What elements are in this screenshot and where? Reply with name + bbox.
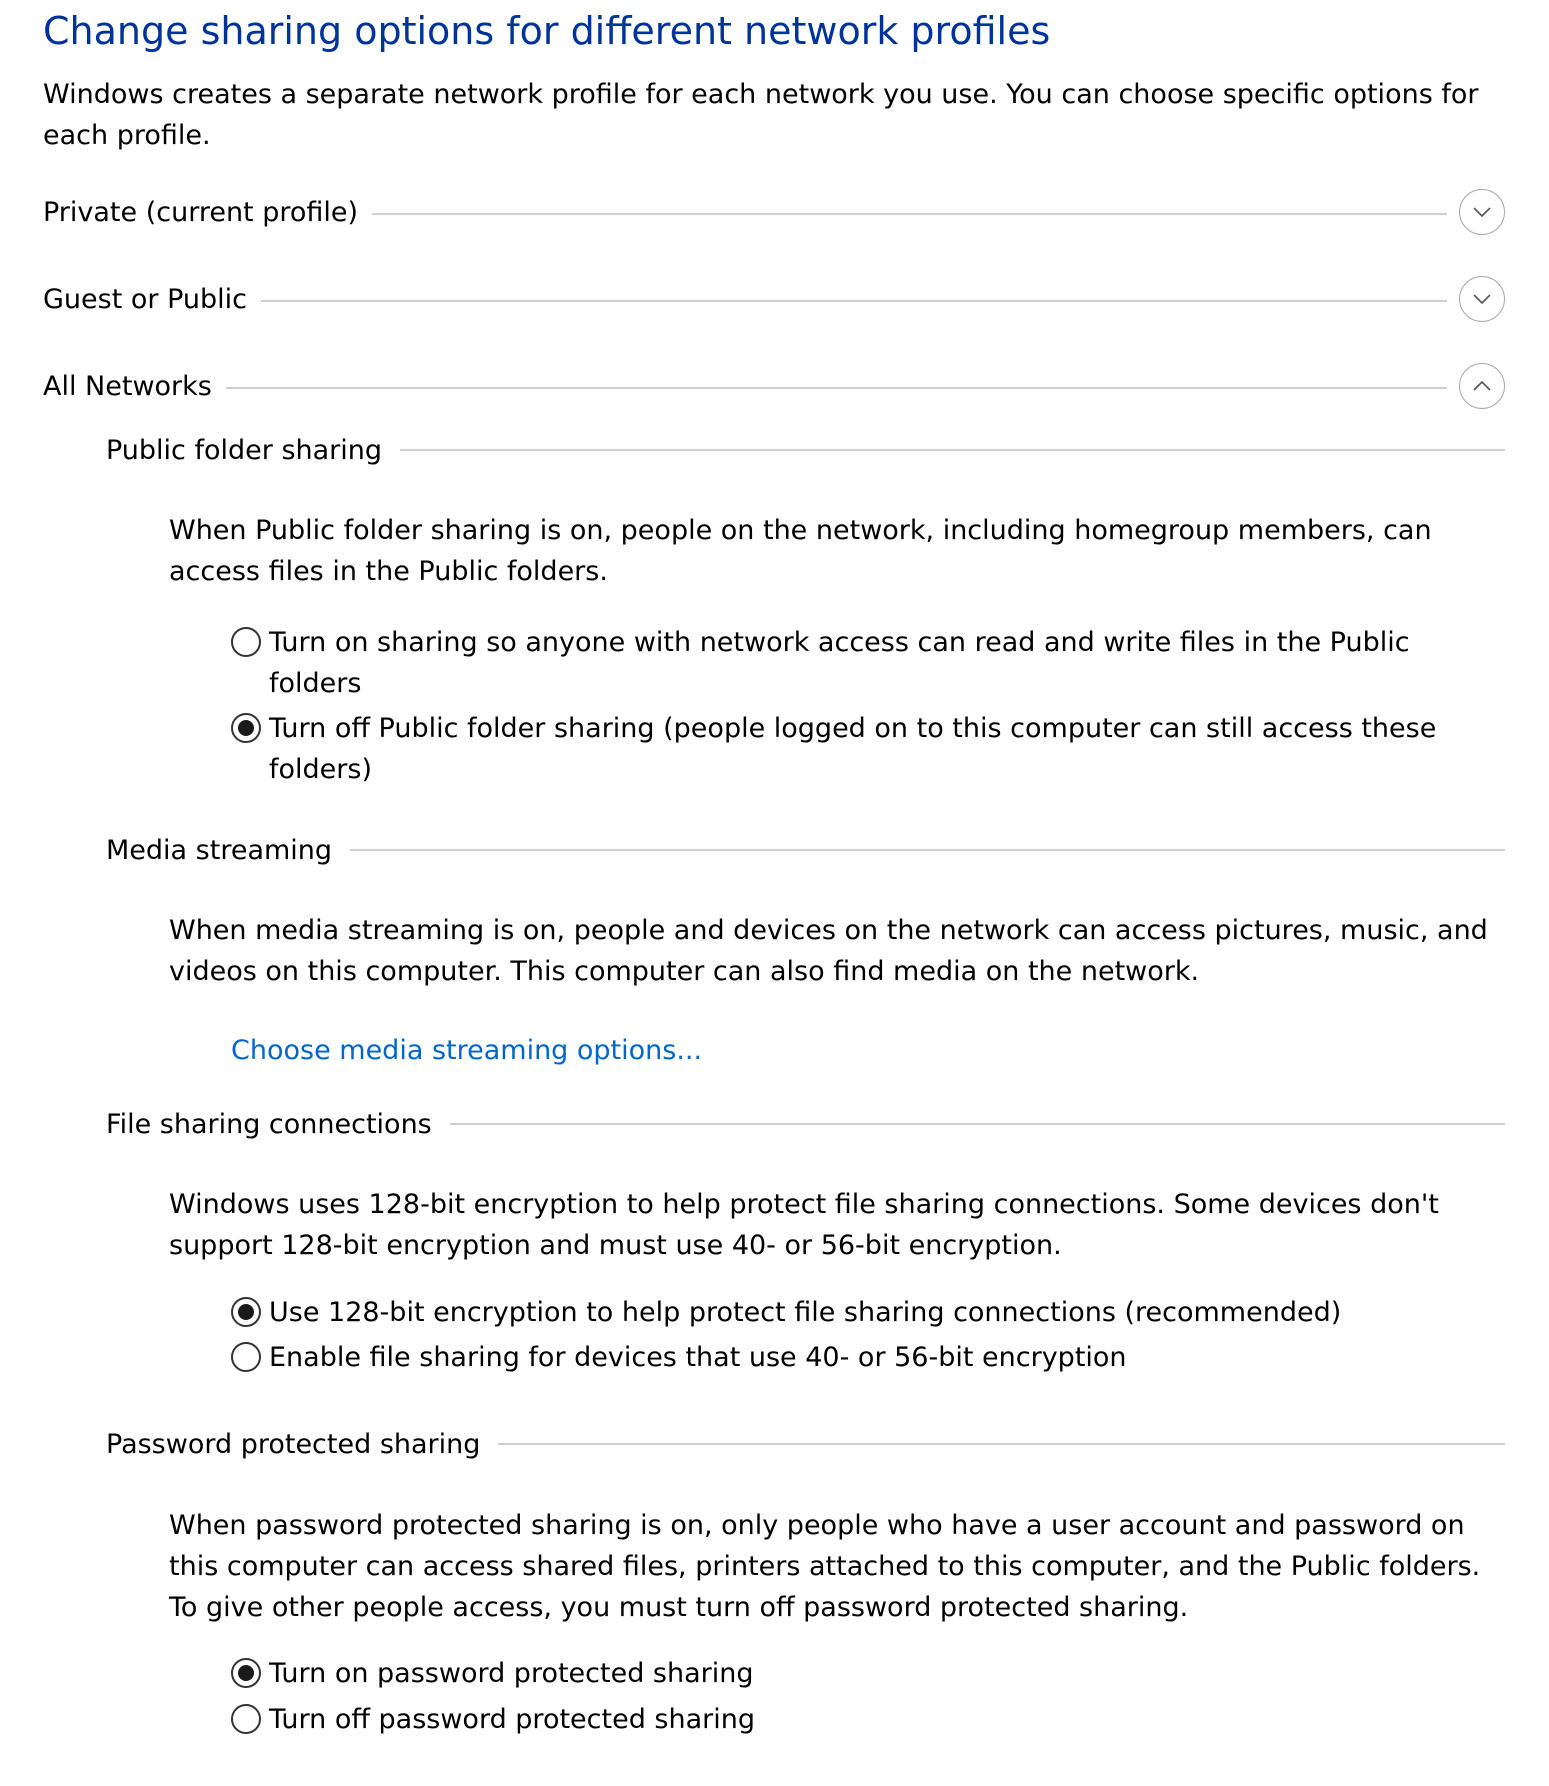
section-media-streaming bbox=[106, 828, 1505, 872]
radio-button[interactable] bbox=[231, 1342, 261, 1372]
divider bbox=[261, 300, 1447, 302]
profile-header-private[interactable] bbox=[43, 187, 1505, 237]
collapse-all-networks-button[interactable] bbox=[1459, 363, 1505, 409]
radio-dot bbox=[238, 720, 254, 736]
chevron-up-icon bbox=[1472, 380, 1492, 392]
radio-label[interactable]: Use 128-bit encryption to help protect file sharing connections (recommended) bbox=[269, 1297, 1342, 1328]
profile-label-all-networks[interactable]: All Networks bbox=[43, 370, 212, 402]
radio-label[interactable]: Enable file sharing for devices that use 40- or 56-bit encryption bbox=[269, 1342, 1127, 1373]
radio-dot bbox=[238, 1665, 254, 1681]
radio-public-folder-on[interactable] bbox=[231, 622, 1481, 704]
profile-label-private[interactable]: Private (current profile) bbox=[43, 196, 359, 228]
section-file-sharing-connections bbox=[106, 1102, 1505, 1146]
expand-private-button[interactable] bbox=[1459, 189, 1505, 235]
section-password-protected-sharing bbox=[106, 1422, 1505, 1466]
divider bbox=[372, 213, 1447, 215]
divider bbox=[350, 849, 1505, 851]
radio-button[interactable] bbox=[231, 627, 261, 657]
section-public-folder-sharing bbox=[106, 428, 1505, 472]
radio-button-selected[interactable] bbox=[231, 713, 261, 743]
divider bbox=[400, 449, 1505, 451]
radio-button-selected[interactable] bbox=[231, 1297, 261, 1327]
intro-text: Windows creates a separate network profile for each network you use. You can choose specific options for each profile. bbox=[43, 79, 1479, 151]
radio-label[interactable]: Turn on sharing so anyone with network access can read and write files in the Public folders bbox=[269, 627, 1410, 699]
expand-guest-public-button[interactable] bbox=[1459, 276, 1505, 322]
radio-dot bbox=[238, 1304, 254, 1320]
radio-password-sharing-on[interactable] bbox=[231, 1653, 1481, 1694]
radio-40-56-bit-encryption[interactable] bbox=[231, 1337, 1481, 1378]
page-title: Change sharing options for different network profiles bbox=[43, 9, 1051, 53]
divider bbox=[226, 387, 1447, 389]
profile-header-all-networks[interactable] bbox=[43, 361, 1505, 411]
media-streaming-description: When media streaming is on, people and devices on the network can access pictures, music, and videos on this computer. This computer can also find media on the network. bbox=[169, 915, 1488, 987]
radio-public-folder-off[interactable] bbox=[231, 708, 1481, 790]
profile-label-guest-public[interactable]: Guest or Public bbox=[43, 283, 247, 315]
profile-header-guest-public[interactable] bbox=[43, 274, 1505, 324]
radio-128-bit-encryption[interactable] bbox=[231, 1292, 1481, 1333]
radio-label[interactable]: Turn on password protected sharing bbox=[269, 1658, 754, 1689]
section-heading: Public folder sharing bbox=[106, 434, 383, 466]
divider bbox=[498, 1443, 1505, 1445]
password-sharing-description: When password protected sharing is on, only people who have a user account and password on this computer can access shared files, printers attached to this computer, and the Public folders. To give other people access, you must turn off password protected sharing. bbox=[169, 1510, 1481, 1623]
radio-button[interactable] bbox=[231, 1704, 261, 1734]
radio-label[interactable]: Turn off password protected sharing bbox=[269, 1704, 755, 1735]
chevron-down-icon bbox=[1472, 206, 1492, 218]
divider bbox=[450, 1123, 1505, 1125]
radio-label[interactable]: Turn off Public folder sharing (people logged on to this computer can still access these folders) bbox=[269, 713, 1437, 785]
section-heading: Media streaming bbox=[106, 834, 333, 866]
public-folder-description: When Public folder sharing is on, people on the network, including homegroup members, can access files in the Public folders. bbox=[169, 515, 1432, 587]
radio-button-selected[interactable] bbox=[231, 1658, 261, 1688]
file-sharing-description: Windows uses 128-bit encryption to help protect file sharing connections. Some devices don't support 128-bit encryption and must use 40- or 56-bit encryption. bbox=[169, 1189, 1439, 1261]
radio-password-sharing-off[interactable] bbox=[231, 1699, 1481, 1740]
media-streaming-options-link[interactable]: Choose media streaming options... bbox=[231, 1035, 703, 1066]
section-heading: File sharing connections bbox=[106, 1108, 432, 1140]
chevron-down-icon bbox=[1472, 293, 1492, 305]
section-heading: Password protected sharing bbox=[106, 1428, 481, 1460]
